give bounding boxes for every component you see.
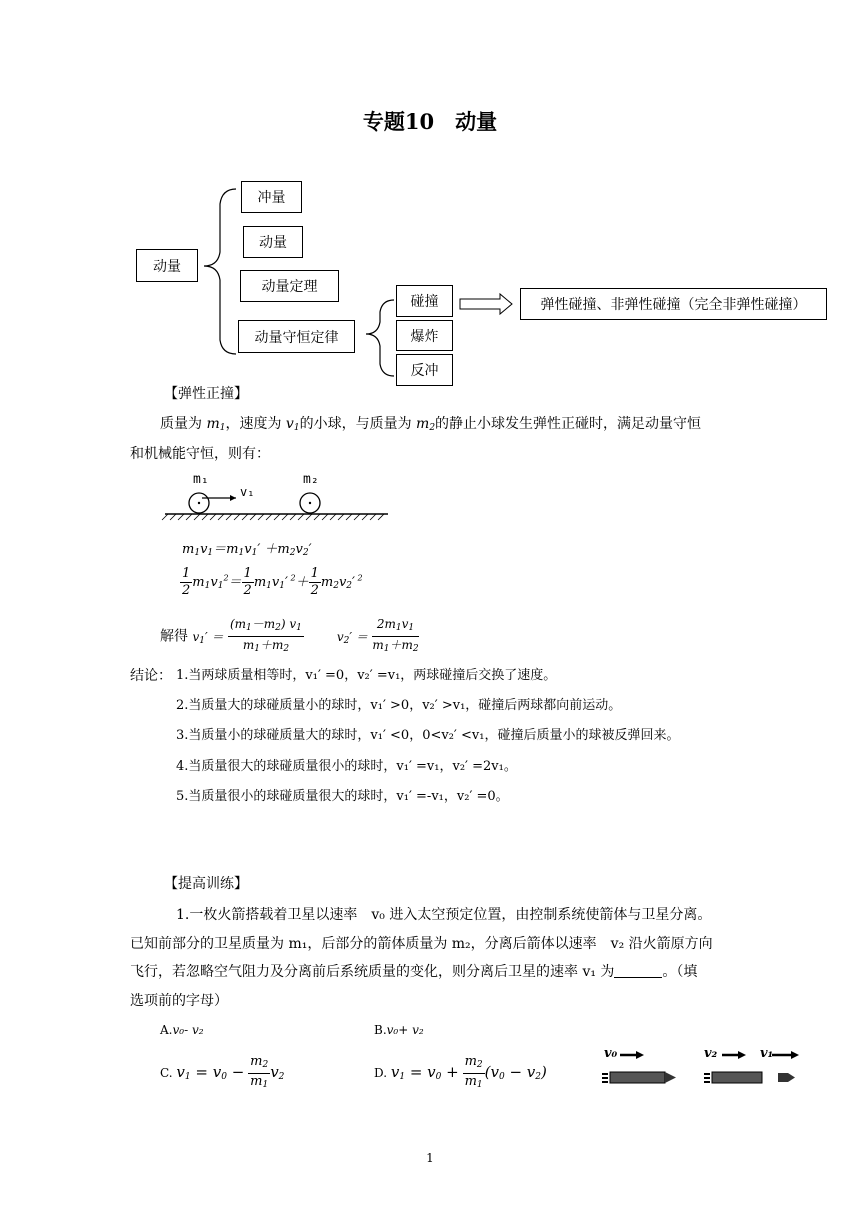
option-b[interactable]: B.v₀+ v₂	[374, 1023, 424, 1037]
label-m2: m₂	[303, 472, 319, 487]
conclusion-1: 1.当两球质量相等时，v₁′ =0，v₂′ =v₁，两球碰撞后交换了速度。	[176, 668, 557, 683]
answer-blank[interactable]	[614, 963, 662, 978]
q1-line3a: 飞行，若忽略空气阻力及分离前后系统质量的变化，则分离后卫星的速率 v₁ 为	[130, 964, 615, 980]
intro-text-a: 质量为	[160, 416, 202, 432]
sub-collision: 碰撞	[396, 285, 453, 317]
conclusion-2: 2.当质量大的球碰质量小的球时，v₁′ >0，v₂′ >v₁，碰撞后两球都向前运动。	[176, 698, 622, 713]
intro-line2: 和机械能守恒，则有：	[130, 446, 270, 462]
branch-impulse: 冲量	[241, 181, 302, 213]
mindmap-root: 动量	[136, 249, 198, 282]
intro-text-d: 的静止小球发生弹性正碰时，满足动量守恒	[435, 416, 702, 432]
option-a[interactable]: A.v₀- v₂	[160, 1023, 204, 1037]
solution-equation: 解得 $v_1'$ ＝ $\frac{(m_1-m_2) v_1}{m_1+m_2}$ $v_2'$ ＝ $\frac{2m_1v_1}{m_1+m_2}$	[160, 617, 419, 654]
option-d[interactable]: D. $v_1 = v_0$ + $\frac{m_2}{m_1}$ $(v_0 - v_2)$	[374, 1054, 547, 1090]
conclusion-5: 5.当质量很小的球碰质量很大的球时，v₁′ =-v₁，v₂′ =0。	[176, 789, 509, 804]
symbol-m2: $m_2$	[416, 416, 436, 433]
label-v1: v₁	[240, 485, 255, 499]
q1-line1: 1.一枚火箭搭载着卫星以速率 v₀ 进入太空预定位置，由控制系统使箭体与卫星分离。	[176, 907, 712, 923]
q1-line4: 选项前的字母）	[130, 993, 228, 1009]
q1-line2: 已知前部分的卫星质量为 m₁，后部分的箭体质量为 m₂，分离后箭体以速率 v₂ 沿火箭原方向	[130, 936, 713, 952]
page-number: 1	[426, 1151, 434, 1165]
intro-text-c: 的小球，与质量为	[299, 416, 412, 432]
symbol-v1: $v_1$	[285, 416, 300, 433]
intro-text-b: ，速度为	[225, 416, 282, 432]
conclusion-3: 3.当质量小的球碰质量大的球时，v₁′ <0，0<v₂′ <v₁，碰撞后质量小的球被反弹回来。	[176, 728, 680, 743]
rocket-before	[602, 1072, 676, 1083]
rocket-body-after	[704, 1072, 762, 1083]
satellite-after	[778, 1073, 795, 1082]
q1-line3	[130, 957, 697, 987]
q1-line3b: 。（填	[662, 964, 698, 980]
branch-momentum: 动量	[243, 226, 303, 258]
symbol-m1: $m_1$	[206, 416, 226, 433]
section-heading-elastic: 【弹性正撞】	[164, 386, 248, 402]
rocket-label-v0: v₀	[604, 1046, 618, 1061]
sub-explosion: 爆炸	[396, 320, 453, 351]
branch-momentum-theorem: 动量定理	[240, 270, 339, 302]
rocket-label-v2: v₂	[704, 1046, 718, 1061]
option-b-text: v₀+ v₂	[386, 1023, 424, 1037]
momentum-equation: $m_1v_1=m_1v_1' +m_2v_2'$	[182, 542, 312, 558]
conclusion-label: 结论：	[130, 668, 172, 684]
section-heading-training: 【提高训练】	[164, 876, 248, 892]
option-a-text: v₀- v₂	[172, 1023, 204, 1037]
solve-label: 解得	[160, 628, 188, 645]
energy-equation: $\frac{1}{2}$ $m_1v_1^2=$ $\frac{1}{2}$ $m_1v_1'$ $^2$＋ $\frac{1}{2}$ $m_2v_2'$ $^2$	[182, 566, 363, 598]
option-c[interactable]: C. $v_1 = v_0$ − $\frac{m_2}{m_1}$ $v_2$	[160, 1054, 285, 1090]
label-m1: m₁	[193, 472, 209, 487]
collision-types: 弹性碰撞、非弹性碰撞（完全非弹性碰撞）	[520, 288, 827, 320]
rocket-label-v1: v₁	[760, 1046, 774, 1061]
conclusion-4: 4.当质量很大的球碰质量很小的球时，v₁′ =v₁，v₂′ =2v₁。	[176, 759, 517, 774]
intro-paragraph	[160, 409, 701, 443]
branch-conservation-law: 动量守恒定律	[238, 320, 355, 353]
sub-recoil: 反冲	[396, 354, 453, 386]
page-title: 专题10 动量	[362, 109, 498, 134]
